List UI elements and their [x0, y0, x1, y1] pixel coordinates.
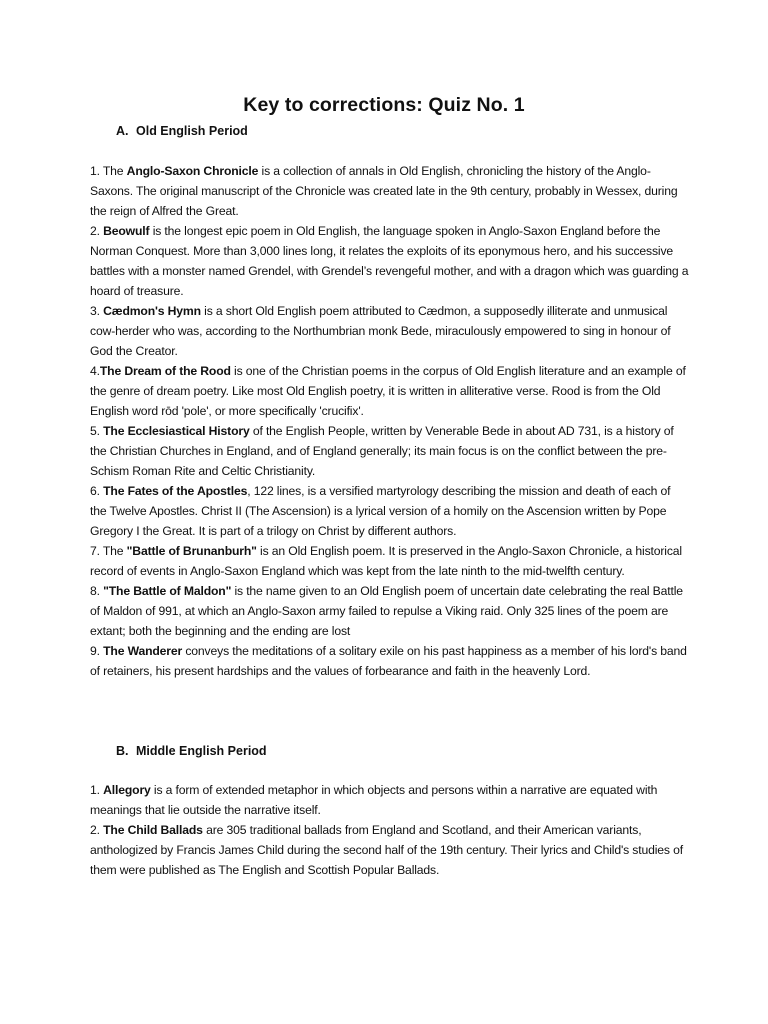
- entry-text: is a short Old English poem attributed to Cædmon, a supposedly illiterate and unmusical cow-herder who was, according to the Northumbrian monk Bede, miraculously empowered to sing in honour of God the Creator.: [90, 304, 671, 358]
- entry-lead: 9.: [90, 644, 104, 658]
- entry-text: is the name given to an Old English poem of uncertain date celebrating the real Battle of Maldon of 991, at which an Anglo-Saxon army failed to repulse a Viking raid. Only 325 lines of the poem are extant; both the beginning and the ending are lost: [90, 584, 683, 638]
- list-item: [90, 421, 690, 481]
- entry-term: The Ecclesiastical History: [103, 424, 250, 438]
- list-item: [90, 541, 690, 581]
- section-heading-label: Old English Period: [136, 124, 248, 138]
- entry-term: The Fates of the Apostles: [103, 484, 248, 498]
- section-heading-label: Middle English Period: [136, 744, 267, 758]
- entry-text: is one of the Christian poems in the corpus of Old English literature and an example of the genre of dream poetry. Like most Old English poetry, it is written in alliterative verse. Rood is from the Old English word rōd 'pole', or more specifically 'crucifix'.: [90, 364, 686, 418]
- section-heading-old-english: [116, 121, 248, 141]
- entry-lead: 1. The: [90, 164, 127, 178]
- entry-lead: 7. The: [90, 544, 127, 558]
- entry-text: of the English People, written by Venerable Bede in about AD 731, is a history of the Christian Churches in England, and of England generally; its main focus is on the conflict between the pre-Schism Roman Rite and Celtic Christianity.: [90, 424, 674, 478]
- section-letter: B.: [116, 744, 129, 758]
- entry-term: Allegory: [103, 783, 151, 797]
- entry-term: Beowulf: [103, 224, 150, 238]
- list-item: [90, 641, 690, 681]
- entry-text: are 305 traditional ballads from England and Scotland, and their American variants, anthologized by Francis James Child during the second half of the 19th century. Their lyrics and Child's studies of them were published as The English and Scottish Popular Ballads.: [90, 823, 683, 877]
- page-title: Key to corrections: Quiz No. 1: [243, 94, 525, 116]
- entry-term: "Battle of Brunanburh": [126, 544, 257, 558]
- entry-lead: 6.: [90, 484, 104, 498]
- list-item: [90, 221, 690, 301]
- entry-lead: 8.: [90, 584, 104, 598]
- entry-term: The Wanderer: [103, 644, 183, 658]
- list-item: [90, 481, 690, 541]
- entry-lead: 2.: [90, 823, 104, 837]
- entry-lead: 1.: [90, 783, 104, 797]
- list-item: [90, 361, 690, 421]
- entry-text: is a form of extended metaphor in which objects and persons within a narrative are equated with meanings that lie outside the narrative itself.: [90, 783, 658, 817]
- entry-lead: 4.: [90, 364, 100, 378]
- list-item: [90, 161, 690, 221]
- entry-term: "The Battle of Maldon": [103, 584, 232, 598]
- entry-term: Anglo-Saxon Chronicle: [126, 164, 259, 178]
- entry-text: is a collection of annals in Old English, chronicling the history of the Anglo-Saxons. The original manuscript of the Chronicle was created late in the 9th century, probably in Wessex, during the reign of Alfred the Great.: [90, 164, 678, 218]
- entry-text: conveys the meditations of a solitary exile on his past happiness as a member of his lord's band of retainers, his present hardships and the values of forbearance and faith in the heavenly Lord.: [90, 644, 687, 678]
- entry-term: Cædmon's Hymn: [103, 304, 201, 318]
- section-letter: A.: [116, 124, 129, 138]
- entry-term: The Child Ballads: [103, 823, 203, 837]
- section-heading-middle-english: [116, 741, 267, 761]
- list-item: [90, 301, 690, 361]
- entry-lead: 3.: [90, 304, 104, 318]
- entry-lead: 2.: [90, 224, 104, 238]
- section-entries-old-english: [90, 161, 690, 681]
- entry-term: The Dream of the Rood: [99, 364, 231, 378]
- section-entries-middle-english: [90, 780, 690, 880]
- entry-lead: 5.: [90, 424, 104, 438]
- list-item: [90, 780, 690, 820]
- entry-text: is the longest epic poem in Old English, the language spoken in Anglo-Saxon England before the Norman Conquest. More than 3,000 lines long, it relates the exploits of its eponymous hero, and his successive battles with a monster named Grendel, with Grendel’s revengeful mother, and with a dragon which was guarding a hoard of treasure.: [90, 224, 689, 298]
- entry-text: , 122 lines, is a versified martyrology describing the mission and death of each of the Twelve Apostles. Christ II (The Ascension) is a lyrical version of a homily on the Ascension written by Pope Gregory I the Great. It is part of a trilogy on Christ by different authors.: [90, 484, 671, 538]
- list-item: [90, 820, 690, 880]
- list-item: [90, 581, 690, 641]
- entry-text: is an Old English poem. It is preserved in the Anglo-Saxon Chronicle, a historical record of events in Anglo-Saxon England which was kept from the late ninth to the mid-twelfth century.: [90, 544, 682, 578]
